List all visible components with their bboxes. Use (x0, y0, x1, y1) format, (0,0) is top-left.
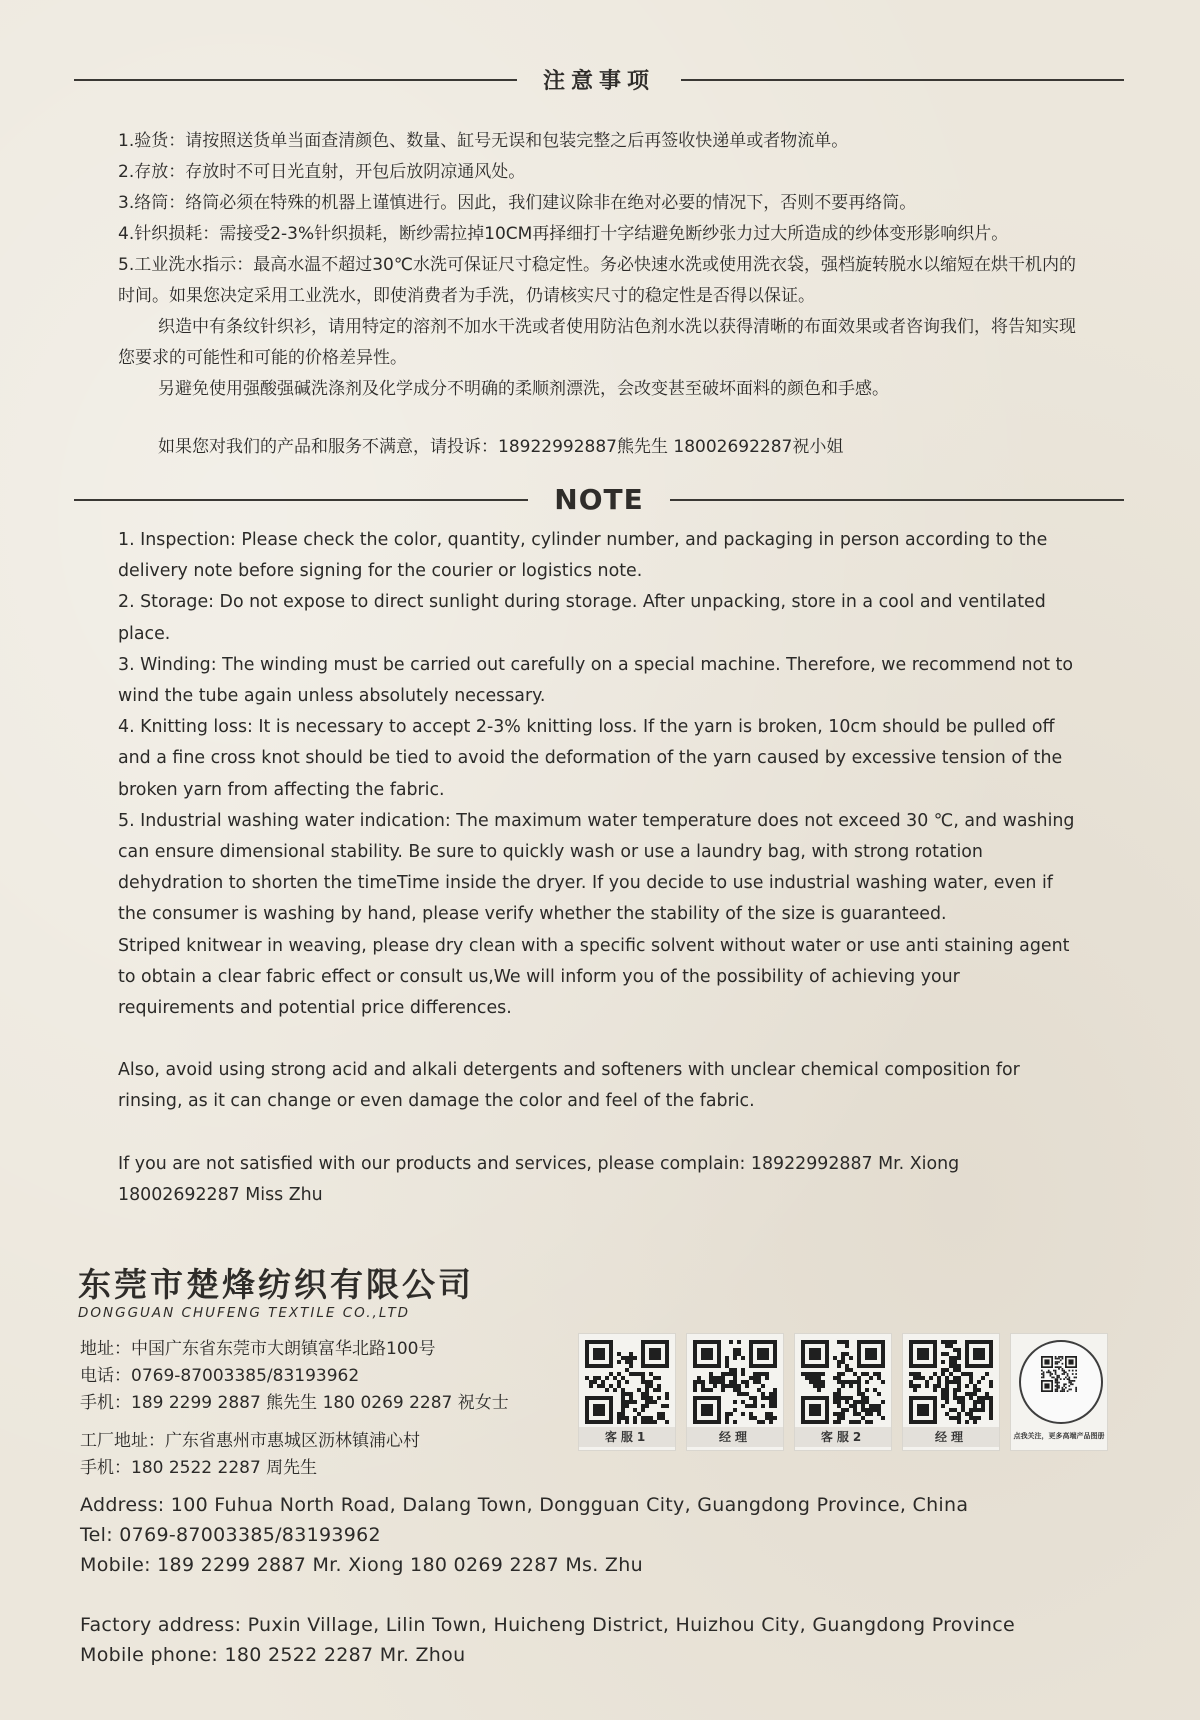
tel-cn: 电话：0769-87003385/83193962 (80, 1366, 360, 1386)
title-rule-left (74, 79, 517, 81)
company-logo (78, 1265, 474, 1321)
factory-address-en: Factory address: Puxin Village, Lilin Town, Huicheng District, Huizhou City, Guangdong Province (80, 1614, 1015, 1636)
cn-section-title: 注意事项 (543, 69, 656, 94)
factory-mobile-cn: 手机：180 2522 2287 周先生 (80, 1458, 318, 1478)
company-name-cn: 东莞市楚烽纺织有限公司 (78, 1265, 474, 1304)
mobile-en: Mobile: 189 2299 2887 Mr. Xiong 180 0269 2287 Ms. Zhu (80, 1554, 643, 1576)
cn-item-knitting-loss: 4.针织损耗：需接受2-3%针织损耗，断纱需拉掉10CM再择细打十字结避免断纱张力过大所造成的纱体变形影响织片。 (118, 224, 1009, 244)
qr-label: 经理 (903, 1427, 999, 1447)
qr-code-row (578, 1333, 1108, 1451)
qr-card-follow[interactable] (1010, 1333, 1108, 1451)
qr-card-manager-2[interactable] (902, 1333, 1000, 1451)
factory-mobile-en: Mobile phone: 180 2522 2287 Mr. Zhou (80, 1644, 466, 1666)
qr-code-icon (801, 1340, 885, 1424)
qr-code-icon (585, 1340, 669, 1424)
tel-en: Tel: 0769-87003385/83193962 (80, 1524, 381, 1546)
en-item-winding: 3. Winding: The winding must be carried out carefully on a special machine. Therefore, we recommend not to wind the tube again unless absolutely necessary. (118, 654, 1074, 707)
cn-notes (118, 126, 1078, 463)
qr-label: 客服2 (795, 1427, 891, 1447)
en-complaint-line: If you are not satisfied with our products and services, please complain: 18922992887 Mr. Xiong 18002692287 Miss Zhu (118, 1153, 960, 1205)
qr-code-icon (1041, 1356, 1077, 1392)
qr-card-manager-1[interactable] (686, 1333, 784, 1451)
title-rule-right (670, 499, 1124, 501)
cn-complaint-line: 如果您对我们的产品和服务不满意，请投诉：18922992887熊先生 18002692287祝小姐 (158, 437, 844, 457)
company-name-en: DONGGUAN CHUFENG TEXTILE CO.,LTD (78, 1305, 411, 1321)
title-rule-left (74, 499, 528, 501)
address-en: Address: 100 Fuhua North Road, Dalang Town, Dongguan City, Guangdong Province, China (80, 1494, 969, 1516)
en-striped-knitwear-paragraph: Striped knitwear in weaving, please dry clean with a specific solvent without water or use anti staining agent to obtain a clear fabric effect or consult us,We will inform you of the possibility of achieving your requirements and potential price differences. (118, 935, 1070, 1019)
qr-card-service-1[interactable] (578, 1333, 676, 1451)
cn-item-washing: 5.工业洗水指示：最高水温不超过30℃水洗可保证尺寸稳定性。务必快速水洗或使用洗衣袋，强档旋转脱水以缩短在烘干机内的时间。如果您决定采用工业洗水，即使消费者为手洗，仍请核实尺寸的稳定性是否得以保证。 (118, 255, 1076, 306)
en-detergent-paragraph: Also, avoid using strong acid and alkali detergents and softeners with unclear chemical composition for rinsing, as it can change or even damage the color and feel of the fabric. (118, 1060, 1020, 1112)
qr-code-icon (693, 1340, 777, 1424)
en-item-inspection: 1. Inspection: Please check the color, quantity, cylinder number, and packaging in person according to the delivery note before signing for the courier or logistics note. (118, 530, 1048, 582)
cn-item-winding: 3.络筒：络筒必须在特殊的机器上谨慎进行。因此，我们建议除非在绝对必要的情况下，否则不要再络筒。 (118, 193, 917, 213)
qr-label: 点我关注，更多高端产品图册 (1013, 1432, 1105, 1440)
qr-label: 经理 (687, 1427, 783, 1447)
en-section-title: NOTE (554, 483, 644, 516)
qr-label: 客服1 (579, 1427, 675, 1447)
contact-cn (80, 1336, 509, 1482)
cn-detergent-paragraph: 另避免使用强酸强碱洗涤剂及化学成分不明确的柔顺剂漂洗，会改变甚至破坏面料的颜色和手感。 (158, 379, 889, 399)
contact-en (80, 1490, 1015, 1670)
en-title-row (74, 483, 1124, 516)
factory-address-cn: 工厂地址：广东省惠州市惠城区沥林镇浦心村 (80, 1431, 420, 1451)
address-cn: 地址：中国广东省东莞市大朗镇富华北路100号 (80, 1339, 436, 1359)
en-notes (118, 525, 1078, 1211)
qr-code-icon (909, 1340, 993, 1424)
en-item-storage: 2. Storage: Do not expose to direct sunlight during storage. After unpacking, store in a cool and ventilated place. (118, 592, 1046, 644)
en-item-washing: 5. Industrial washing water indication: The maximum water temperature does not exceed 30 ℃, and washing can ensure dimensional stability. Be sure to quickly wash or use a laundry bag, with strong rotation dehydration to shorten the timeTime inside the dryer. If you decide to use industrial washing water, even if the consumer is washing by hand, please verify whether the stability of the size is guaranteed. (118, 810, 1075, 925)
cn-item-inspection: 1.验货：请按照送货单当面查清颜色、数量、缸号无误和包装完整之后再签收快递单或者物流单。 (118, 131, 849, 151)
en-item-knitting-loss: 4. Knitting loss: It is necessary to accept 2-3% knitting loss. If the yarn is broken, 10cm should be pulled off and a fine cross knot should be tied to avoid the deformation of the yarn caused by excessive tension of the broken yarn from affecting the fabric. (118, 717, 1063, 800)
cn-item-storage: 2.存放：存放时不可日光直射，开包后放阴凉通风处。 (118, 162, 526, 182)
mobile-cn: 手机：189 2299 2887 熊先生 180 0269 2287 祝女士 (80, 1393, 509, 1413)
cn-striped-knitwear-paragraph: 织造中有条纹针织衫，请用特定的溶剂不加水干洗或者使用防沾色剂水洗以获得清晰的布面效果或者咨询我们，将告知实现您要求的可能性和可能的价格差异性。 (118, 317, 1076, 368)
qr-card-service-2[interactable] (794, 1333, 892, 1451)
title-rule-right (681, 79, 1124, 81)
cn-title-row (74, 64, 1124, 95)
